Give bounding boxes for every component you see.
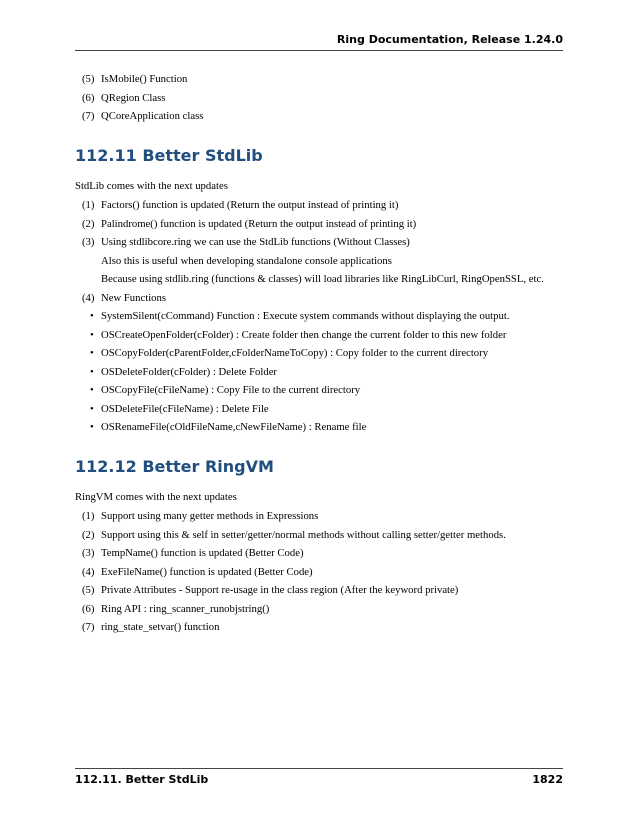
list-item: (1) Factors() function is updated (Return the output instead of printing it) bbox=[82, 199, 399, 211]
footer-section-title: 112.11. Better StdLib bbox=[75, 773, 209, 786]
list-item: (3) Using stdlibcore.ring we can use the StdLib functions (Without Classes) bbox=[82, 236, 410, 248]
sub-paragraph: Also this is useful when developing standalone console applications bbox=[101, 254, 392, 267]
footer-rule bbox=[75, 768, 563, 769]
top-list bbox=[75, 72, 563, 123]
section-heading-stdlib: 112.11 Better StdLib bbox=[75, 145, 263, 165]
list-item: (2) Palindrome() function is updated (Return the output instead of printing it) bbox=[82, 217, 417, 230]
page-content bbox=[75, 72, 563, 639]
list-item: (7) QCoreApplication class bbox=[82, 110, 204, 122]
sub-paragraph: Because using stdlib.ring (functions & classes) will load libraries like RingLibCurl, RingOpenSSL, etc. bbox=[101, 273, 544, 285]
section-heading-ringvm: 112.12 Better RingVM bbox=[75, 456, 274, 476]
bullet-item: • OSDeleteFolder(cFolder) : Delete Folder bbox=[90, 365, 277, 378]
list-item: (5) IsMobile() Function bbox=[82, 73, 188, 85]
bullet-item: • SystemSilent(cCommand) Function : Execute system commands without displaying the output. bbox=[90, 310, 510, 322]
ringvm-intro: RingVM comes with the next updates bbox=[75, 490, 237, 503]
list-item: (4) ExeFileName() function is updated (Better Code) bbox=[82, 565, 313, 578]
list-item: (4) New Functions bbox=[82, 291, 167, 304]
bullet-item: • OSCopyFolder(cParentFolder,cFolderNameToCopy) : Copy folder to the current directory bbox=[90, 347, 489, 359]
ringvm-list bbox=[75, 509, 563, 634]
list-item: (6) Ring API : ring_scanner_runobjstring() bbox=[82, 602, 270, 615]
list-item: (7) ring_state_setvar() function bbox=[82, 621, 220, 633]
bullet-item: • OSRenameFile(cOldFileName,cNewFileName) : Rename file bbox=[90, 421, 367, 433]
bullet-item: • OSCopyFile(cFileName) : Copy File to the current directory bbox=[90, 384, 361, 396]
page-number: 1822 bbox=[532, 773, 563, 786]
bullet-item: • OSCreateOpenFolder(cFolder) : Create folder then change the current folder to this new folder bbox=[90, 328, 507, 341]
new-functions-list bbox=[75, 309, 563, 434]
list-item: (1) Support using many getter methods in Expressions bbox=[82, 510, 319, 522]
bullet-item: • OSDeleteFile(cFileName) : Delete File bbox=[90, 402, 269, 415]
list-item: (6) QRegion Class bbox=[82, 91, 166, 104]
running-header: Ring Documentation, Release 1.24.0 bbox=[336, 33, 563, 46]
header-rule bbox=[75, 50, 563, 51]
list-item: (2) Support using this & self in setter/getter/normal methods without calling setter/getter methods. bbox=[82, 528, 506, 541]
list-item: (5) Private Attributes - Support re-usage in the class region (After the keyword private) bbox=[82, 584, 459, 596]
list-item: (3) TempName() function is updated (Better Code) bbox=[82, 547, 304, 559]
stdlib-intro: StdLib comes with the next updates bbox=[75, 179, 228, 192]
